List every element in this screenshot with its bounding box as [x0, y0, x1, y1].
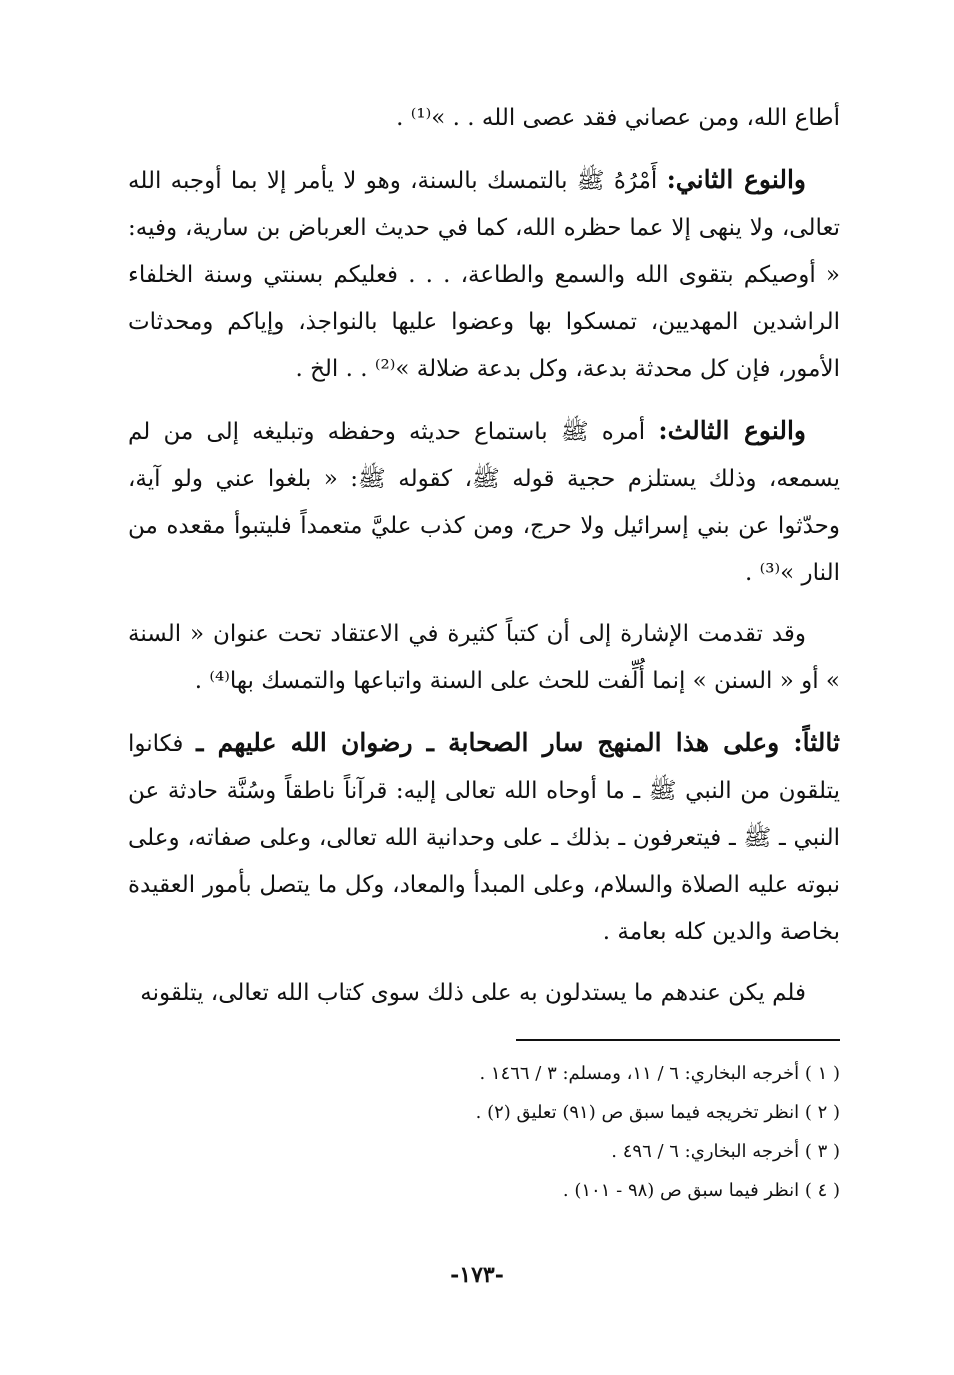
paragraph-second-type — [128, 156, 840, 393]
footnote: ( ٣ ) أخرجه البخاري: ٦ / ٤٩٦ . — [611, 1141, 840, 1162]
footnote: ( ٢ ) انظر تخريجه فيما سبق ص (٩١) تعليق (٢) . — [475, 1102, 840, 1123]
paragraph-text: وقد تقدمت الإشارة إلى أن كتباً كثيرة في الاعتقاد تحت عنوان « السنة » أو « السنن » إنما أُلِّفت للحث على السنة واتباعها والتمسك بها⁽⁴⁾ . — [128, 621, 840, 694]
paragraph-sunnah-books — [128, 611, 840, 705]
main-text — [128, 95, 840, 1031]
paragraph-continuation — [128, 95, 840, 142]
paragraph-text: أَمْرُهُ ﷺ بالتمسك بالسنة، وهو لا يأمر إلا بما أوجبه الله تعالى، ولا ينهى إلا عما حظره الله، كما في حديث العرباض بن سارية، وفيه: « أوصيكم بتقوى الله والسمع والطاعة، . . . فعليكم بسنتي وسنة الخلفاء الراشدين المهديين، تمسكوا بها وعضوا عليها بالنواجذ، وإياكم ومحدثات الأمور، فإن كل محدثة بدعة، وكل بدعة ضلالة »⁽²⁾ . . الخ . — [128, 168, 840, 382]
paragraph-text: أمره ﷺ باستماع حديثه وحفظه وتبليغه إلى من لم يسمعه، وذلك يستلزم حجية قوله ﷺ، كقوله ﷺ: « بلغوا عني ولو آية، وحدّثوا عن بني إسرائيل ولا حرج، ومن كذب عليَّ متعمداً فليتبوأ مقعده من النار »⁽³⁾ . — [128, 419, 840, 586]
paragraph-thirdly — [128, 719, 840, 956]
paragraph-heading: ثالثاً: وعلى هذا المنهج سار الصحابة ـ رضوان الله عليهم ـ — [196, 728, 840, 757]
paragraph-last — [128, 970, 840, 1017]
paragraph-text: فلم يكن عندهم ما يستدلون به على ذلك سوى كتاب الله تعالى، يتلقونه — [140, 980, 806, 1006]
paragraph-text: فكانوا يتلقون من النبي ﷺ ـ ما أوحاه الله تعالى إليه: قرآناً ناطقاً وسُنَّة حادثة عن النبي ـ ﷺ ـ فيتعرفون ـ بذلك ـ على وحدانية الله تعالى، وعلى صفاته، وعلى نبوته عليه الصلاة والسلام، وعلى المبدأ والمعاد، وكل ما يتصل بأمور العقيدة بخاصة والدين كله بعامة . — [128, 731, 840, 945]
page-number: -١٧٣- — [450, 1262, 504, 1288]
footnotes — [200, 1054, 840, 1210]
footnote-divider — [516, 1039, 840, 1041]
footnote: ( ٤ ) انظر فيما سبق ص (٩٨ - ١٠١) . — [562, 1180, 840, 1201]
footnote: ( ١ ) أخرجه البخاري: ٦ / ١١، ومسلم: ٣ / ١٤٦٦ . — [479, 1063, 840, 1084]
paragraph-third-type — [128, 407, 840, 597]
paragraph-heading: والنوع الثاني: — [666, 165, 806, 194]
paragraph-heading: والنوع الثالث: — [658, 416, 806, 445]
paragraph-text: أطاع الله، ومن عصاني فقد عصى الله . . »⁽¹⁾ . — [396, 105, 840, 131]
